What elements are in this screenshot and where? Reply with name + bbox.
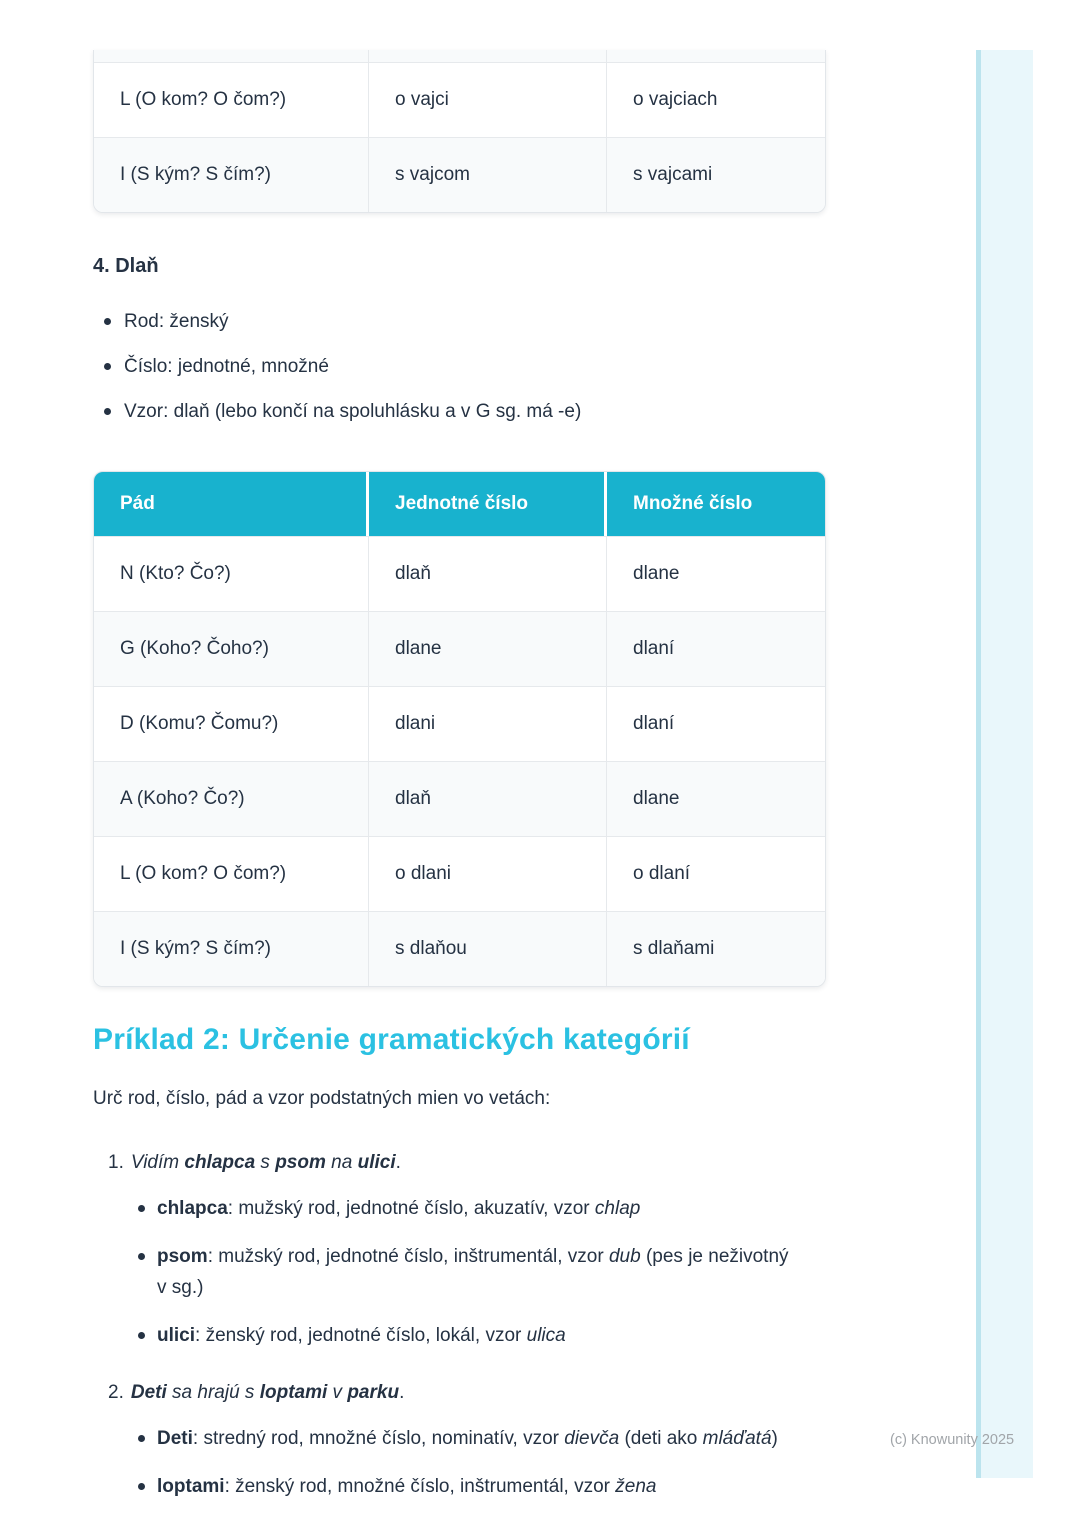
cell-singular: o vajci: [369, 62, 607, 137]
cell-singular: dlaň: [369, 761, 607, 836]
cell-singular: s vajcom: [369, 137, 607, 212]
cell-case: D (Komu? Čomu?): [94, 686, 369, 761]
declension-table-vajce: [93, 50, 826, 213]
table-header-row: [94, 472, 826, 536]
table-cell: [369, 50, 607, 62]
cell-case: L (O kom? O čom?): [94, 836, 369, 911]
bullet-item: Vzor: dlaň (lebo končí na spoluhlásku a v G sg. má -e): [93, 398, 826, 425]
example2-list: [93, 1149, 826, 1502]
example-sentence: [93, 1379, 826, 1407]
cell-plural: s dlaňami: [607, 911, 826, 986]
table-row: [94, 611, 826, 686]
sub-bullet: Deti: stredný rod, množné číslo, nominatív, vzor dievča (deti ako mláďatá): [138, 1423, 798, 1454]
cell-singular: dlaň: [369, 536, 607, 611]
copyright-credit: (c) Knowunity 2025: [890, 1432, 1015, 1448]
numbered-item: [93, 1149, 826, 1351]
column-header-case: Pád: [94, 472, 369, 536]
table-row-clipped: [94, 50, 826, 62]
table-row: [94, 836, 826, 911]
table-cell: [607, 50, 826, 62]
cell-singular: s dlaňou: [369, 911, 607, 986]
sub-bullet: loptami: ženský rod, množné číslo, inštrumentál, vzor žena: [138, 1471, 798, 1502]
cell-plural: s vajcami: [607, 137, 826, 212]
example-sentence: [93, 1149, 826, 1177]
cell-plural: dlane: [607, 761, 826, 836]
sentence-text: Vidím chlapca s psom na ulici.: [130, 1152, 401, 1173]
dlan-bullet-list: [93, 308, 826, 425]
sentence-text: Deti sa hrajú s loptami v parku.: [130, 1382, 405, 1403]
example2-heading: Príklad 2: Určenie gramatických kategórií: [93, 1023, 690, 1056]
bullet-item: Rod: ženský: [93, 308, 826, 335]
right-highlight-rail: [976, 50, 1033, 1478]
cell-case: N (Kto? Čo?): [94, 536, 369, 611]
cell-plural: dlaní: [607, 686, 826, 761]
numbered-item: [93, 1379, 826, 1502]
sub-bullet: chlapca: mužský rod, jednotné číslo, akuzatív, vzor chlap: [138, 1193, 798, 1224]
bullet-item: Číslo: jednotné, množné: [93, 353, 826, 380]
document-content: [93, 0, 826, 1528]
item-number: 1.: [108, 1152, 124, 1173]
cell-case: I (S kým? S čím?): [94, 137, 369, 212]
section-title-dlan: 4. Dlaň: [93, 255, 159, 277]
column-header-plural: Množné číslo: [607, 472, 826, 536]
example2-intro: Urč rod, číslo, pád a vzor podstatných mien vo vetách:: [93, 1088, 551, 1109]
analysis-list: [93, 1423, 826, 1502]
column-header-singular: Jednotné číslo: [369, 472, 607, 536]
cell-plural: dlaní: [607, 611, 826, 686]
cell-plural: o dlaní: [607, 836, 826, 911]
cell-case: G (Koho? Čoho?): [94, 611, 369, 686]
cell-plural: dlane: [607, 536, 826, 611]
table-row: [94, 62, 826, 137]
cell-case: I (S kým? S čím?): [94, 911, 369, 986]
table-row: [94, 536, 826, 611]
cell-singular: dlane: [369, 611, 607, 686]
table-row: [94, 911, 826, 986]
table-row: [94, 137, 826, 212]
table-row: [94, 686, 826, 761]
item-number: 2.: [108, 1382, 124, 1403]
cell-plural: o vajciach: [607, 62, 826, 137]
cell-case: L (O kom? O čom?): [94, 62, 369, 137]
analysis-list: [93, 1193, 826, 1351]
cell-singular: dlani: [369, 686, 607, 761]
sub-bullet: psom: mužský rod, jednotné číslo, inštrumentál, vzor dub (pes je neživotný v sg.): [138, 1241, 798, 1303]
table-row: [94, 761, 826, 836]
sub-bullet: ulici: ženský rod, jednotné číslo, lokál, vzor ulica: [138, 1320, 798, 1351]
cell-singular: o dlani: [369, 836, 607, 911]
cell-case: A (Koho? Čo?): [94, 761, 369, 836]
declension-table-dlan: [93, 471, 826, 987]
table-cell: [94, 50, 369, 62]
